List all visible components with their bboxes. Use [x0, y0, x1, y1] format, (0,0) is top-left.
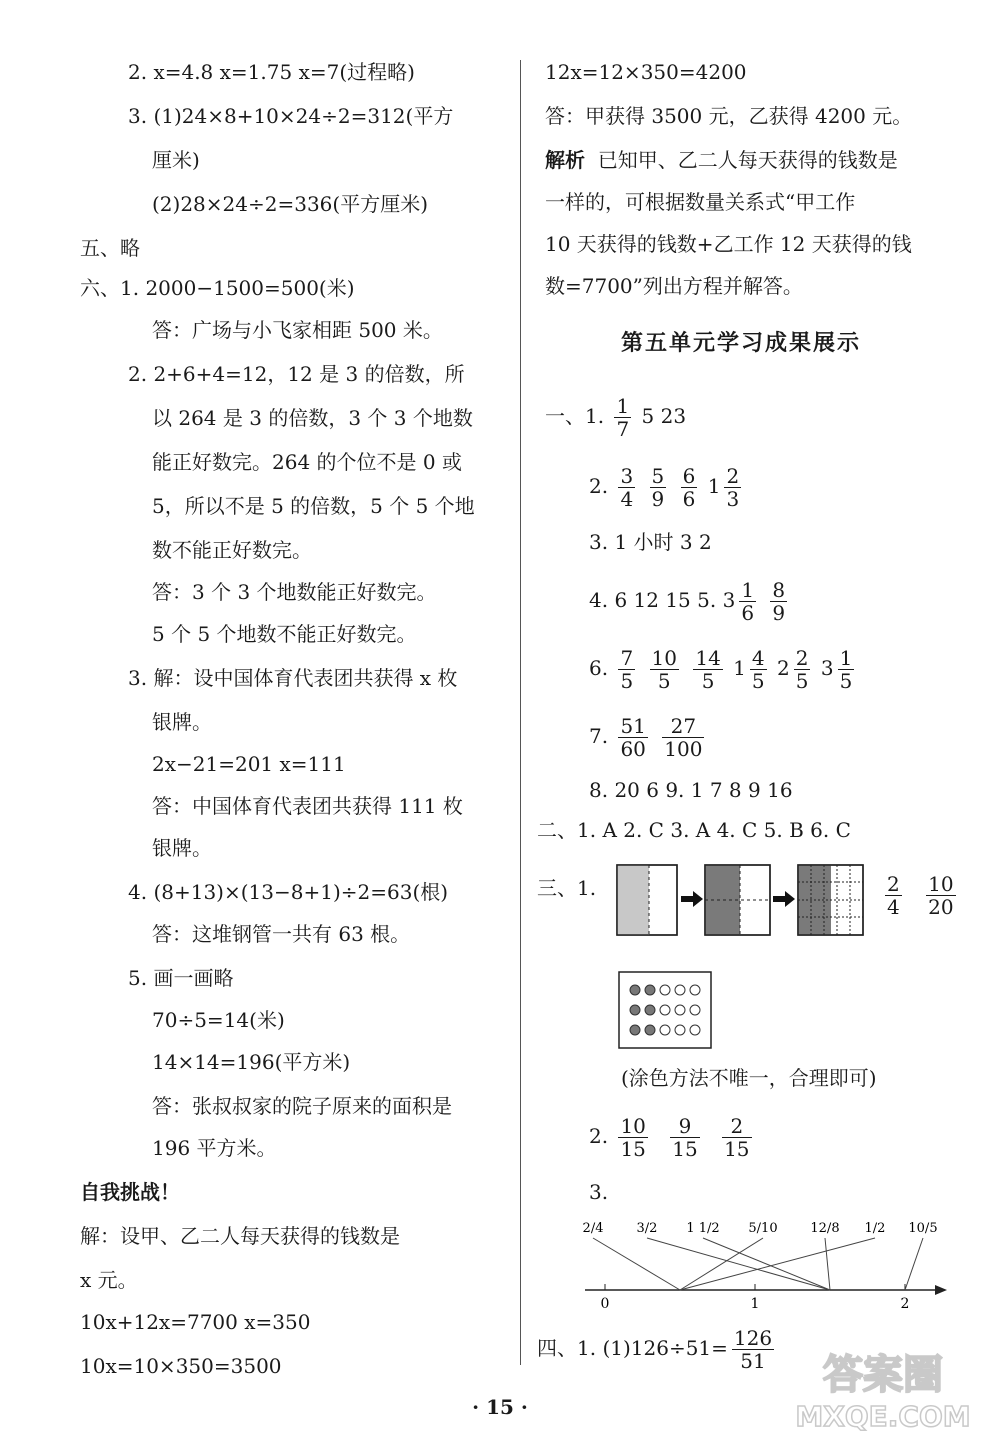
number-line-label: 2/4: [582, 1221, 604, 1236]
rect-quarters: [705, 865, 770, 935]
answer-line: [537, 1324, 778, 1372]
question-number: 4. 6 12 15 5. 3: [589, 588, 736, 612]
answer-line: 答：甲获得 3500 元，乙获得 4200 元。: [545, 104, 913, 128]
fraction: $\frac{2}{15}$: [724, 1114, 750, 1161]
note-line: (涂色方法不唯一，合理即可): [621, 1066, 877, 1090]
answer-line: [589, 1112, 756, 1160]
dot: [660, 985, 670, 995]
dot: [660, 1025, 670, 1035]
answer-line: (2)28×24÷2=336(平方厘米): [152, 192, 429, 216]
svg-text:答案圈: 答案圈: [823, 1352, 943, 1398]
answer-line: x 元。: [80, 1268, 138, 1292]
answer-line: 数不能正好数完。: [152, 538, 312, 562]
question-number: 2.: [589, 1124, 609, 1148]
fraction: $\frac{2}{4}$: [887, 872, 900, 919]
fraction: $\frac{8}{9}$: [772, 578, 786, 625]
answer-values: 5 23: [641, 404, 687, 428]
answer-line: [589, 462, 745, 510]
tick-label: 1: [750, 1296, 760, 1312]
answer-line: 厘米): [152, 148, 200, 172]
answer-line: 答：3 个 3 个地数能正好数完。: [152, 580, 437, 604]
dot: [645, 1025, 655, 1035]
question-number: 6.: [589, 656, 609, 680]
dot: [630, 985, 640, 995]
unit-title: 第五单元学习成果展示: [621, 331, 862, 356]
answer-line: [589, 712, 708, 760]
answer-line: 4. (8+13)×(13−8+1)÷2=63(根): [128, 880, 449, 904]
fraction: $\frac{27}{100}$: [664, 714, 703, 761]
dot: [645, 1005, 655, 1015]
answer-line: 答：张叔叔家的院子原来的面积是: [152, 1094, 452, 1118]
answer-line: 六、1. 2000−1500=500(米): [80, 276, 355, 300]
answer-line: 8. 20 6 9. 1 7 8 9 16: [589, 778, 793, 802]
answer-line: 银牌。: [152, 836, 212, 860]
question-number: 四、1. (1)126÷51=: [537, 1336, 728, 1360]
number-line-label: 10/5: [908, 1221, 938, 1236]
answer-line: 196 平方米。: [152, 1136, 277, 1160]
fraction: $\frac{126}{51}$: [733, 1326, 773, 1373]
connector-line: [680, 1238, 875, 1290]
number-line-label: 12/8: [810, 1221, 840, 1236]
analysis-text: 已知甲、乙二人每天获得的钱数是: [597, 148, 898, 172]
rect-halves: [617, 865, 677, 935]
whole-number: 1: [733, 656, 746, 680]
dot: [690, 1025, 700, 1035]
answer-line: 解：设甲、乙二人每天获得的钱数是: [80, 1224, 400, 1248]
answer-line: [589, 576, 791, 624]
fraction: $\frac{6}{6}$: [682, 464, 696, 511]
dot: [690, 1005, 700, 1015]
fraction: $\frac{4}{5}$: [751, 646, 765, 693]
dot: [660, 1005, 670, 1015]
answer-line: 以 264 是 3 的倍数，3 个 3 个地数: [152, 406, 473, 430]
axis-arrow-icon: [935, 1285, 947, 1295]
fraction: $\frac{7}{5}$: [620, 646, 634, 693]
whole-number: 3: [820, 656, 834, 680]
answer-line: 5. 画一画略: [128, 966, 234, 990]
tick-label: 0: [600, 1296, 610, 1312]
answer-line: 2. 2+6+4=12，12 是 3 的倍数，所: [128, 362, 465, 386]
fraction: $\frac{9}{15}$: [672, 1114, 698, 1161]
answer-line: 10x+12x=7700 x=350: [80, 1310, 311, 1334]
analysis-line: [545, 146, 898, 174]
tick-label: 2: [900, 1296, 910, 1312]
analysis-label: 解析: [545, 148, 585, 172]
number-line-figure: [582, 1214, 955, 1314]
dot: [690, 985, 700, 995]
whole-number: 2: [777, 656, 790, 680]
answer-line: 14×14=196(平方米): [152, 1050, 351, 1074]
question-number: 一、1.: [545, 404, 605, 428]
connector-line: [825, 1238, 830, 1290]
page-number: · 15 ·: [472, 1395, 528, 1419]
fraction: $\frac{3}{4}$: [620, 464, 634, 511]
question-number: 2.: [589, 474, 609, 498]
number-line-label: 1/2: [864, 1221, 886, 1236]
answer-line: 答：中国体育代表团共获得 111 枚: [152, 794, 463, 818]
answer-line: [545, 392, 686, 440]
question-number: 7.: [589, 724, 609, 748]
dot: [675, 1025, 685, 1035]
fraction-shading-figure: [615, 862, 865, 942]
question-number: 三、1.: [537, 876, 597, 900]
whole-number: 1: [707, 474, 721, 498]
dot: [675, 1005, 685, 1015]
fraction: $\frac{51}{60}$: [620, 714, 646, 761]
number-line-label: 1 1/2: [686, 1221, 720, 1236]
answer-line: 5，所以不是 5 的倍数，5 个 5 个地: [152, 494, 475, 518]
analysis-line: 一样的，可根据数量关系式“甲工作: [545, 190, 856, 214]
answer-line: 答：这堆钢管一共有 63 根。: [152, 922, 411, 946]
arrow-icon: [681, 891, 703, 907]
connector-line: [647, 1238, 830, 1290]
connector-line: [905, 1238, 923, 1290]
fraction: $\frac{10}{20}$: [928, 872, 954, 919]
dot: [645, 985, 655, 995]
dot: [675, 985, 685, 995]
fraction: $\frac{2}{3}$: [726, 464, 740, 511]
answer-line: 5 个 5 个地数不能正好数完。: [152, 622, 417, 646]
column-divider: [520, 60, 521, 1365]
answer-line: [881, 870, 960, 918]
answer-line: [589, 644, 858, 692]
fraction: $\frac{1}{6}$: [741, 578, 755, 625]
dot: [630, 1025, 640, 1035]
answer-line: 10x=10×350=3500: [80, 1354, 282, 1378]
answer-line: 二、1. A 2. C 3. A 4. C 5. B 6. C: [537, 818, 851, 842]
watermark-logo: [788, 1340, 978, 1435]
answer-line: 3. 1 小时 3 2: [589, 530, 712, 554]
rect-twentieths: [798, 865, 863, 935]
answer-line: 答：广场与小飞家相距 500 米。: [152, 318, 443, 342]
fraction: $\frac{1}{5}$: [839, 646, 853, 693]
answer-line: 能正好数完。264 的个位不是 0 或: [152, 450, 462, 474]
fraction: $\frac{10}{5}$: [651, 646, 677, 693]
fraction: $\frac{2}{5}$: [795, 646, 809, 693]
svg-text:MXQE.COM: MXQE.COM: [795, 1400, 971, 1433]
section-heading: 五、略: [80, 236, 140, 260]
answer-line: 2x−21=201 x=111: [152, 752, 346, 776]
dot-grid-figure: [617, 970, 713, 1050]
answer-line: 3. (1)24×8+10×24÷2=312(平方: [128, 104, 454, 128]
arrow-icon: [773, 891, 795, 907]
analysis-line: 10 天获得的钱数+乙工作 12 天获得的钱: [545, 232, 912, 256]
number-line-label: 3/2: [636, 1221, 658, 1236]
fraction: $\frac{10}{15}$: [620, 1114, 646, 1161]
answer-line: 3. 解：设中国体育代表团共获得 x 枚: [128, 666, 458, 690]
challenge-heading: 自我挑战！: [80, 1180, 180, 1204]
answer-line: 银牌。: [152, 710, 212, 734]
connector-line: [593, 1238, 680, 1290]
fraction: $\frac{5}{9}$: [651, 464, 665, 511]
analysis-line: 数=7700”列出方程并解答。: [545, 274, 803, 298]
question-number: 3.: [589, 1180, 609, 1204]
answer-line: 12x=12×350=4200: [545, 60, 747, 84]
dot: [630, 1005, 640, 1015]
number-line-label: 5/10: [748, 1221, 778, 1236]
fraction: $\frac{1}{7}$: [616, 394, 630, 441]
answer-line: 70÷5=14(米): [152, 1008, 285, 1032]
fraction: $\frac{14}{5}$: [695, 646, 721, 693]
answer-line: 2. x=4.8 x=1.75 x=7(过程略): [128, 60, 415, 84]
